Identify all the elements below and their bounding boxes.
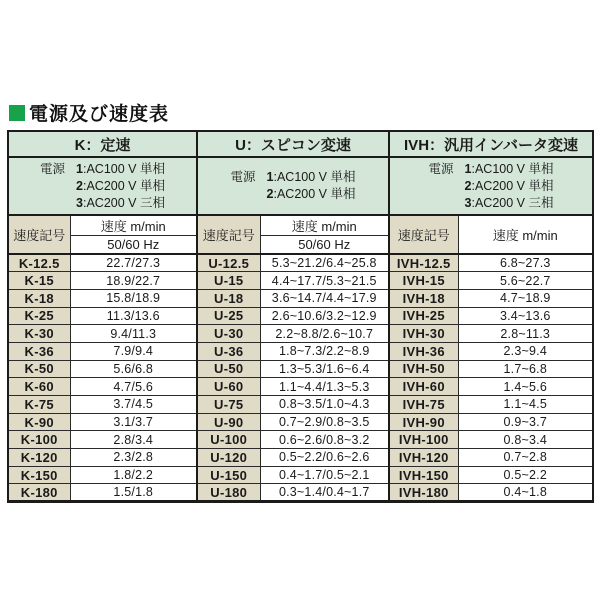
section-header-row (8, 131, 593, 157)
speed-value-cell: 3.7/4.5 (70, 396, 197, 414)
speed-code-cell: IVH-25 (389, 307, 458, 325)
speed-code-cell: IVH-120 (389, 449, 458, 467)
speed-code-cell: U-18 (197, 289, 260, 307)
speed-value-cell: 5.3~21.2/6.4~25.8 (260, 254, 389, 272)
section-header-ivh: IVH：汎用インバータ変速 (389, 131, 593, 157)
speed-value-cell: 4.4~17.7/5.3~21.5 (260, 272, 389, 290)
speed-value-cell: 1.3~5.3/1.6~6.4 (260, 360, 389, 378)
power-info-k (8, 157, 197, 215)
speed-code-cell: K-18 (8, 289, 70, 307)
power-line: 3:AC200 V 三相 (464, 195, 554, 210)
code-header-ivh: 速度記号 (389, 215, 458, 254)
speed-value-cell: 2.8/3.4 (70, 431, 197, 449)
speed-value-cell: 1.8~7.3/2.2~8.9 (260, 342, 389, 360)
speed-value-cell: 18.9/22.7 (70, 272, 197, 290)
speed-code-cell: IVH-12.5 (389, 254, 458, 272)
speed-code-cell: IVH-150 (389, 466, 458, 484)
speed-code-cell: IVH-60 (389, 378, 458, 396)
speed-code-cell: K-60 (8, 378, 70, 396)
speed-value-cell: 1.1~4.5 (458, 396, 593, 414)
speed-code-cell: K-30 (8, 325, 70, 343)
table-row (8, 449, 593, 467)
speed-value-cell: 5.6~22.7 (458, 272, 593, 290)
power-line: 電源1:AC100 V 単相 (40, 161, 165, 176)
power-line: 電源1:AC100 V 単相 (428, 161, 554, 176)
table-row (8, 289, 593, 307)
speed-value-cell: 0.9~3.7 (458, 413, 593, 431)
speed-code-cell: U-50 (197, 360, 260, 378)
power-line: 3:AC200 V 三相 (76, 195, 165, 210)
speed-value-cell: 9.4/11.3 (70, 325, 197, 343)
power-speed-table (7, 130, 594, 503)
speed-value-cell: 4.7/5.6 (70, 378, 197, 396)
speed-code-cell: IVH-50 (389, 360, 458, 378)
table-row (8, 396, 593, 414)
speed-code-cell: IVH-30 (389, 325, 458, 343)
speed-value-cell: 3.4~13.6 (458, 307, 593, 325)
speed-value-cell: 0.6~2.6/0.8~3.2 (260, 431, 389, 449)
section-header-u: U：スピコン変速 (197, 131, 389, 157)
speed-code-cell: K-180 (8, 484, 70, 502)
table-row (8, 431, 593, 449)
speed-value-cell: 0.3~1.4/0.4~1.7 (260, 484, 389, 502)
speed-code-cell: U-12.5 (197, 254, 260, 272)
speed-code-cell: U-150 (197, 466, 260, 484)
speed-code-cell: U-90 (197, 413, 260, 431)
power-info-u (197, 157, 389, 215)
speed-value-cell: 22.7/27.3 (70, 254, 197, 272)
speed-code-cell: K-75 (8, 396, 70, 414)
speed-value-cell: 1.4~5.6 (458, 378, 593, 396)
speed-header-u: 速度 m/min (260, 215, 389, 236)
green-square-bullet (9, 105, 25, 121)
table-row (8, 466, 593, 484)
power-supply-row (8, 157, 593, 215)
speed-header-k: 速度 m/min (70, 215, 197, 236)
speed-code-cell: K-12.5 (8, 254, 70, 272)
table-row (8, 272, 593, 290)
freq-header-k: 50/60 Hz (70, 236, 197, 255)
power-info-ivh (389, 157, 593, 215)
speed-code-cell: K-120 (8, 449, 70, 467)
table-row (8, 307, 593, 325)
speed-value-cell: 0.4~1.7/0.5~2.1 (260, 466, 389, 484)
speed-value-cell: 2.8~11.3 (458, 325, 593, 343)
speed-value-cell: 0.7~2.9/0.8~3.5 (260, 413, 389, 431)
table-row (8, 360, 593, 378)
speed-value-cell: 2.3/2.8 (70, 449, 197, 467)
speed-code-cell: U-120 (197, 449, 260, 467)
speed-value-cell: 1.7~6.8 (458, 360, 593, 378)
speed-header-row (8, 215, 593, 236)
speed-code-cell: U-100 (197, 431, 260, 449)
speed-header-ivh: 速度 m/min (458, 215, 593, 254)
power-line: 電源1:AC100 V 単相 (230, 170, 356, 184)
table-row (8, 413, 593, 431)
table-row (8, 254, 593, 272)
speed-code-cell: U-60 (197, 378, 260, 396)
speed-value-cell: 3.6~14.7/4.4~17.9 (260, 289, 389, 307)
speed-value-cell: 0.8~3.5/1.0~4.3 (260, 396, 389, 414)
speed-code-cell: IVH-90 (389, 413, 458, 431)
table-row (8, 325, 593, 343)
speed-code-cell: K-150 (8, 466, 70, 484)
speed-value-cell: 0.4~1.8 (458, 484, 593, 502)
speed-code-cell: K-15 (8, 272, 70, 290)
speed-value-cell: 1.8/2.2 (70, 466, 197, 484)
speed-code-cell: IVH-18 (389, 289, 458, 307)
speed-code-cell: U-30 (197, 325, 260, 343)
speed-value-cell: 0.8~3.4 (458, 431, 593, 449)
speed-code-cell: K-90 (8, 413, 70, 431)
table-row (8, 484, 593, 502)
speed-code-cell: U-15 (197, 272, 260, 290)
speed-value-cell: 6.8~27.3 (458, 254, 593, 272)
speed-code-cell: U-75 (197, 396, 260, 414)
section-header-k: K：定速 (8, 131, 197, 157)
speed-value-cell: 5.6/6.8 (70, 360, 197, 378)
speed-value-cell: 2.3~9.4 (458, 342, 593, 360)
speed-value-cell: 1.1~4.4/1.3~5.3 (260, 378, 389, 396)
code-header-u: 速度記号 (197, 215, 260, 254)
speed-value-cell: 4.7~18.9 (458, 289, 593, 307)
speed-code-cell: U-36 (197, 342, 260, 360)
speed-value-cell: 0.5~2.2/0.6~2.6 (260, 449, 389, 467)
speed-value-cell: 3.1/3.7 (70, 413, 197, 431)
speed-code-cell: IVH-100 (389, 431, 458, 449)
power-line: 2:AC200 V 単相 (76, 178, 165, 193)
page-title-text: 電源及び速度表 (29, 104, 170, 125)
speed-value-cell: 15.8/18.9 (70, 289, 197, 307)
table-row (8, 378, 593, 396)
speed-code-cell: K-25 (8, 307, 70, 325)
speed-value-cell: 11.3/13.6 (70, 307, 197, 325)
speed-code-cell: IVH-75 (389, 396, 458, 414)
speed-code-cell: K-50 (8, 360, 70, 378)
speed-value-cell: 0.5~2.2 (458, 466, 593, 484)
speed-value-cell: 1.5/1.8 (70, 484, 197, 502)
speed-code-cell: U-180 (197, 484, 260, 502)
power-line: 2:AC200 V 単相 (464, 178, 554, 193)
speed-value-cell: 7.9/9.4 (70, 342, 197, 360)
speed-value-cell: 2.6~10.6/3.2~12.9 (260, 307, 389, 325)
speed-code-cell: IVH-180 (389, 484, 458, 502)
speed-code-cell: IVH-15 (389, 272, 458, 290)
freq-header-u: 50/60 Hz (260, 236, 389, 255)
speed-code-cell: U-25 (197, 307, 260, 325)
speed-code-cell: IVH-36 (389, 342, 458, 360)
page-title (9, 99, 169, 126)
speed-value-cell: 2.2~8.8/2.6~10.7 (260, 325, 389, 343)
power-line: 2:AC200 V 単相 (266, 187, 356, 201)
speed-code-cell: K-100 (8, 431, 70, 449)
table-row (8, 342, 593, 360)
code-header-k: 速度記号 (8, 215, 70, 254)
speed-code-cell: K-36 (8, 342, 70, 360)
speed-value-cell: 0.7~2.8 (458, 449, 593, 467)
